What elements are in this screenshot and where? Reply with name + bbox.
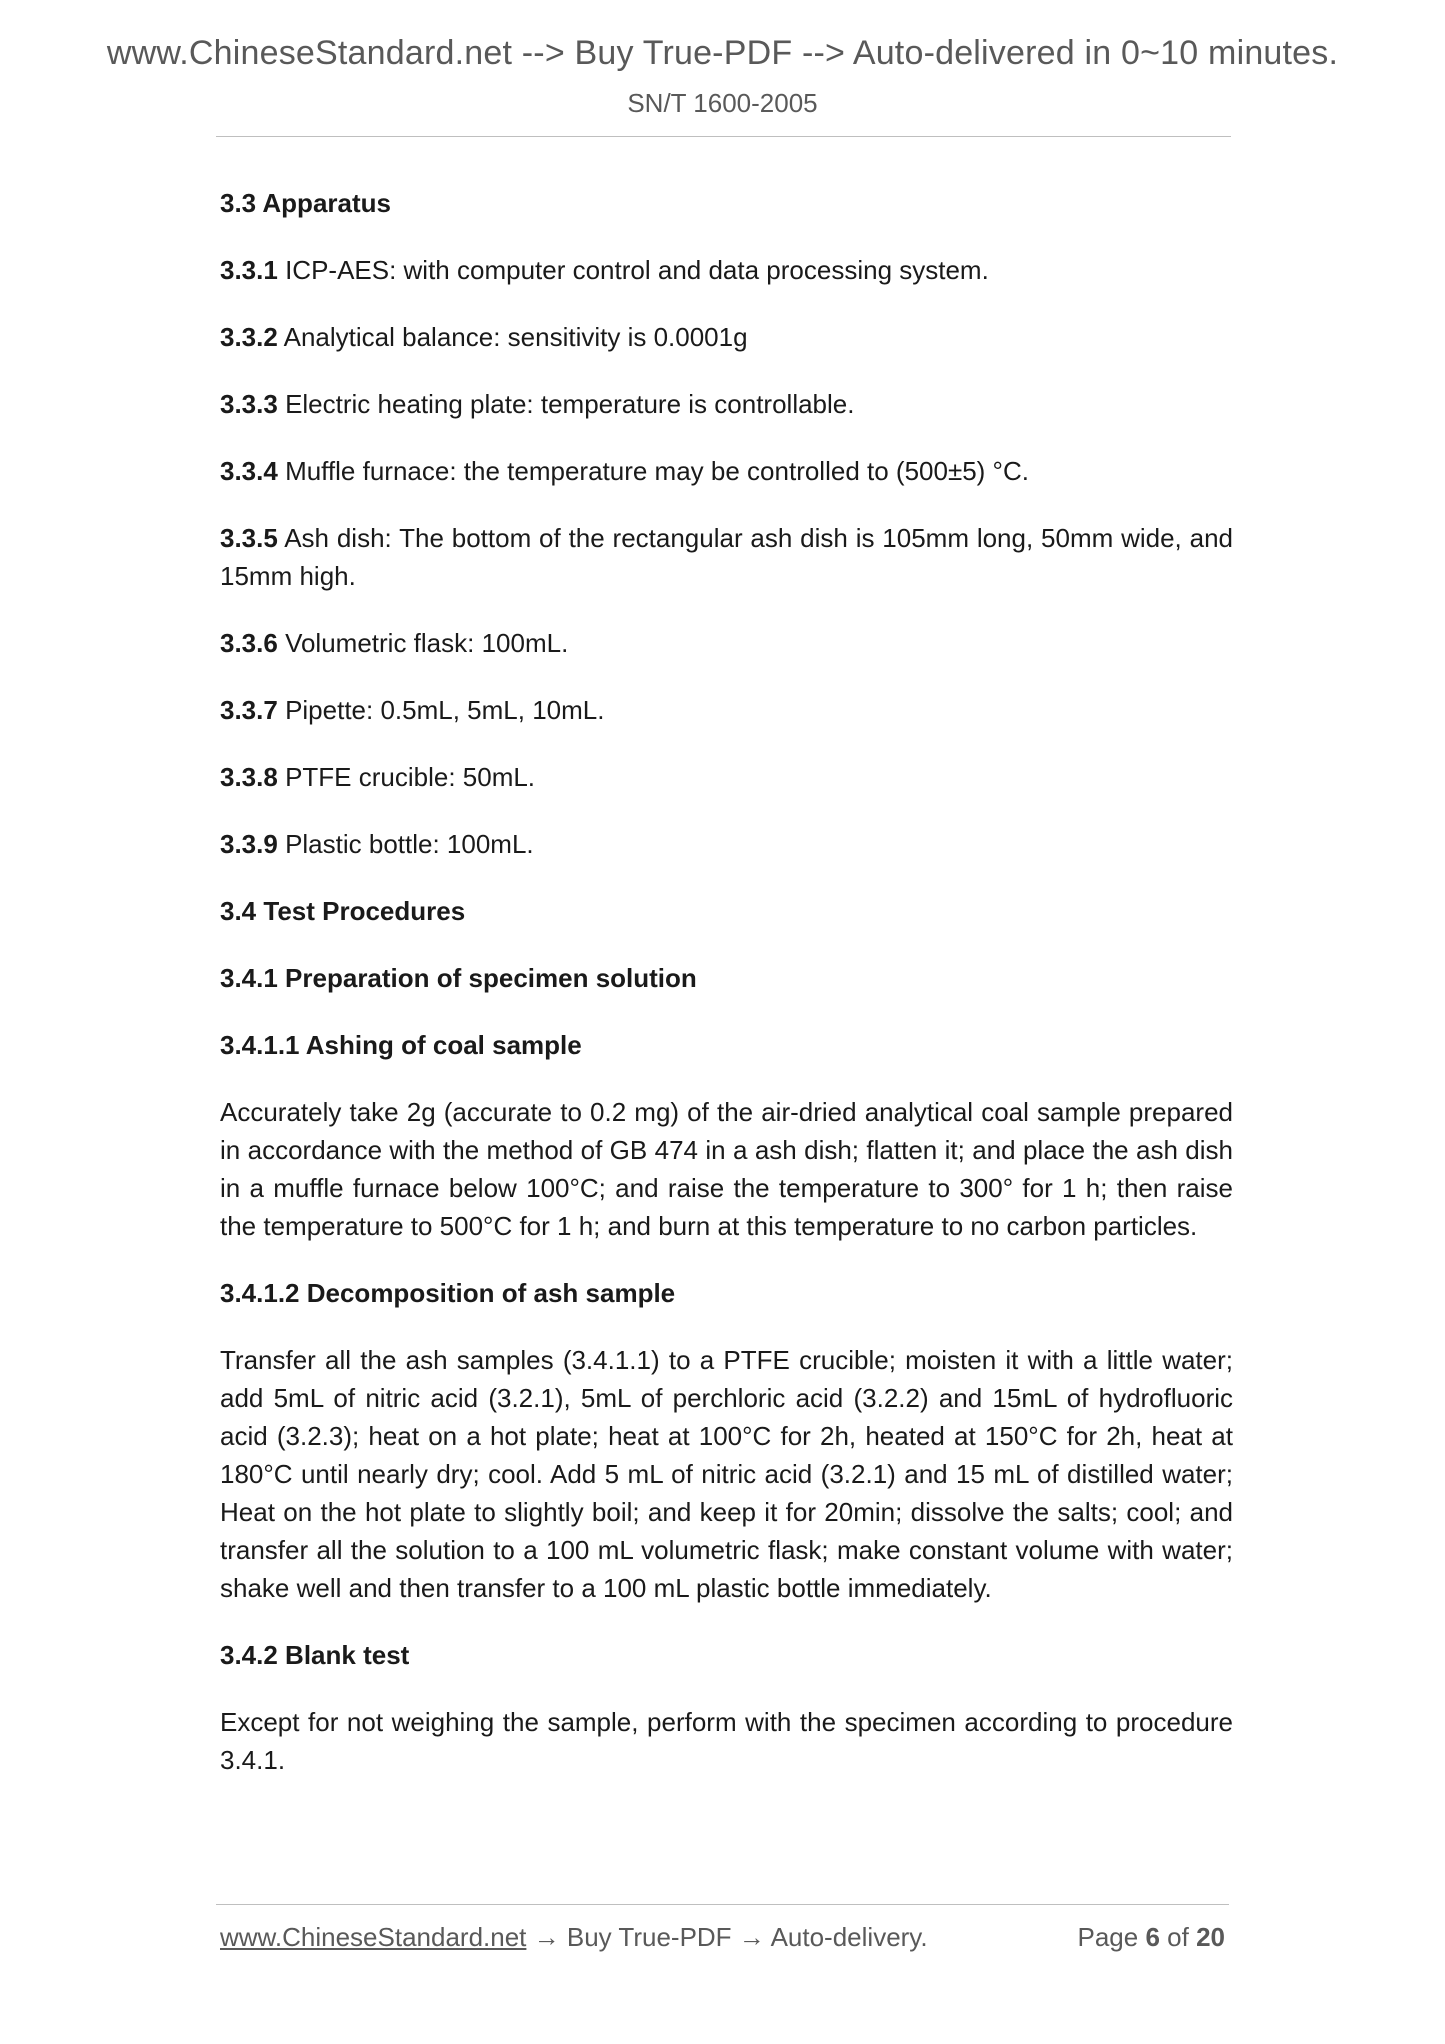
section-3-4-1-title: 3.4.1 Preparation of specimen solution: [220, 963, 697, 993]
item-number: 3.3.8: [220, 762, 278, 792]
item-text: Muffle furnace: the temperature may be controlled to (500±5) °C.: [285, 456, 1029, 486]
item-number: 3.3.5: [220, 523, 278, 553]
item-number: 3.3.3: [220, 389, 278, 419]
item-3-3-4: [220, 452, 1233, 490]
item-3-3-1: [220, 251, 1233, 289]
standard-code: SN/T 1600-2005: [627, 88, 818, 118]
page-word: Page: [1077, 1922, 1139, 1952]
item-text: PTFE crucible: 50mL.: [285, 762, 536, 792]
item-number: 3.3.4: [220, 456, 278, 486]
item-3-3-6: [220, 624, 1233, 662]
footer-promo-text: → Buy True-PDF → Auto-delivery.: [526, 1922, 928, 1952]
header-banner: www.ChineseStandard.net --> Buy True-PDF --> Auto-delivered in 0~10 minutes.: [106, 34, 1339, 72]
of-word: of: [1167, 1922, 1189, 1952]
footer-left: [220, 1922, 928, 1953]
section-3-4-1-1-title: 3.4.1.1 Ashing of coal sample: [220, 1030, 582, 1060]
footer-divider: [216, 1904, 1229, 1905]
item-number: 3.3.2: [220, 322, 278, 352]
item-text: Ash dish: The bottom of the rectangular ash dish is 105mm long, 50mm wide, and 15mm high.: [220, 523, 1233, 591]
section-3-4-2-paragraph: Except for not weighing the sample, perform with the specimen according to procedure 3.4.1.: [220, 1707, 1233, 1775]
item-3-3-5: [220, 519, 1233, 595]
total-pages: 20: [1196, 1922, 1225, 1952]
item-text: Plastic bottle: 100mL.: [285, 829, 534, 859]
section-3-3-title: 3.3 Apparatus: [220, 188, 391, 218]
item-number: 3.3.6: [220, 628, 278, 658]
header-divider: [216, 136, 1231, 137]
item-3-3-7: [220, 691, 1233, 729]
item-number: 3.3.9: [220, 829, 278, 859]
item-3-3-8: [220, 758, 1233, 796]
item-3-3-9: [220, 825, 1233, 863]
item-number: 3.3.7: [220, 695, 278, 725]
section-3-4-1-2-title: 3.4.1.2 Decomposition of ash sample: [220, 1278, 676, 1308]
page-indicator: [1077, 1922, 1225, 1953]
item-text: ICP-AES: with computer control and data processing system.: [285, 255, 989, 285]
item-text: Analytical balance: sensitivity is 0.0001g: [283, 322, 748, 352]
item-number: 3.3.1: [220, 255, 278, 285]
document-body: [220, 184, 1233, 1808]
section-3-4-1-2-paragraph: Transfer all the ash samples (3.4.1.1) to a PTFE crucible; moisten it with a little water; add 5mL of nitric acid (3.2.1), 5mL of perchloric acid (3.2.2) and 15mL of hydrofluoric acid (3.2.3); heat on a hot plate; heat at 100°C for 2h, heated at 150°C for 2h, heat at 180°C until nearly dry; cool. Add 5 mL of nitric acid (3.2.1) and 15 mL of distilled water; Heat on the hot plate to slightly boil; and keep it for 20min; dissolve the salts; cool; and transfer all the solution to a 100 mL volumetric flask; make constant volume with water; shake well and then transfer to a 100 mL plastic bottle immediately.: [220, 1345, 1233, 1603]
item-text: Pipette: 0.5mL, 5mL, 10mL.: [285, 695, 605, 725]
footer-site-link[interactable]: www.ChineseStandard.net: [220, 1922, 527, 1952]
item-text: Electric heating plate: temperature is controllable.: [285, 389, 855, 419]
page-number: 6: [1145, 1922, 1160, 1952]
item-text: Volumetric flask: 100mL.: [285, 628, 569, 658]
section-3-4-2-title: 3.4.2 Blank test: [220, 1640, 410, 1670]
section-3-4-title: 3.4 Test Procedures: [220, 896, 466, 926]
section-3-4-1-1-paragraph: Accurately take 2g (accurate to 0.2 mg) of the air-dried analytical coal sample prepared in accordance with the method of GB 474 in a ash dish; flatten it; and place the ash dish in a muffle furnace below 100°C; and raise the temperature to 300° for 1 h; then raise the temperature to 500°C for 1 h; and burn at this temperature to no carbon particles.: [220, 1097, 1233, 1241]
item-3-3-3: [220, 385, 1233, 423]
item-3-3-2: [220, 318, 1233, 356]
